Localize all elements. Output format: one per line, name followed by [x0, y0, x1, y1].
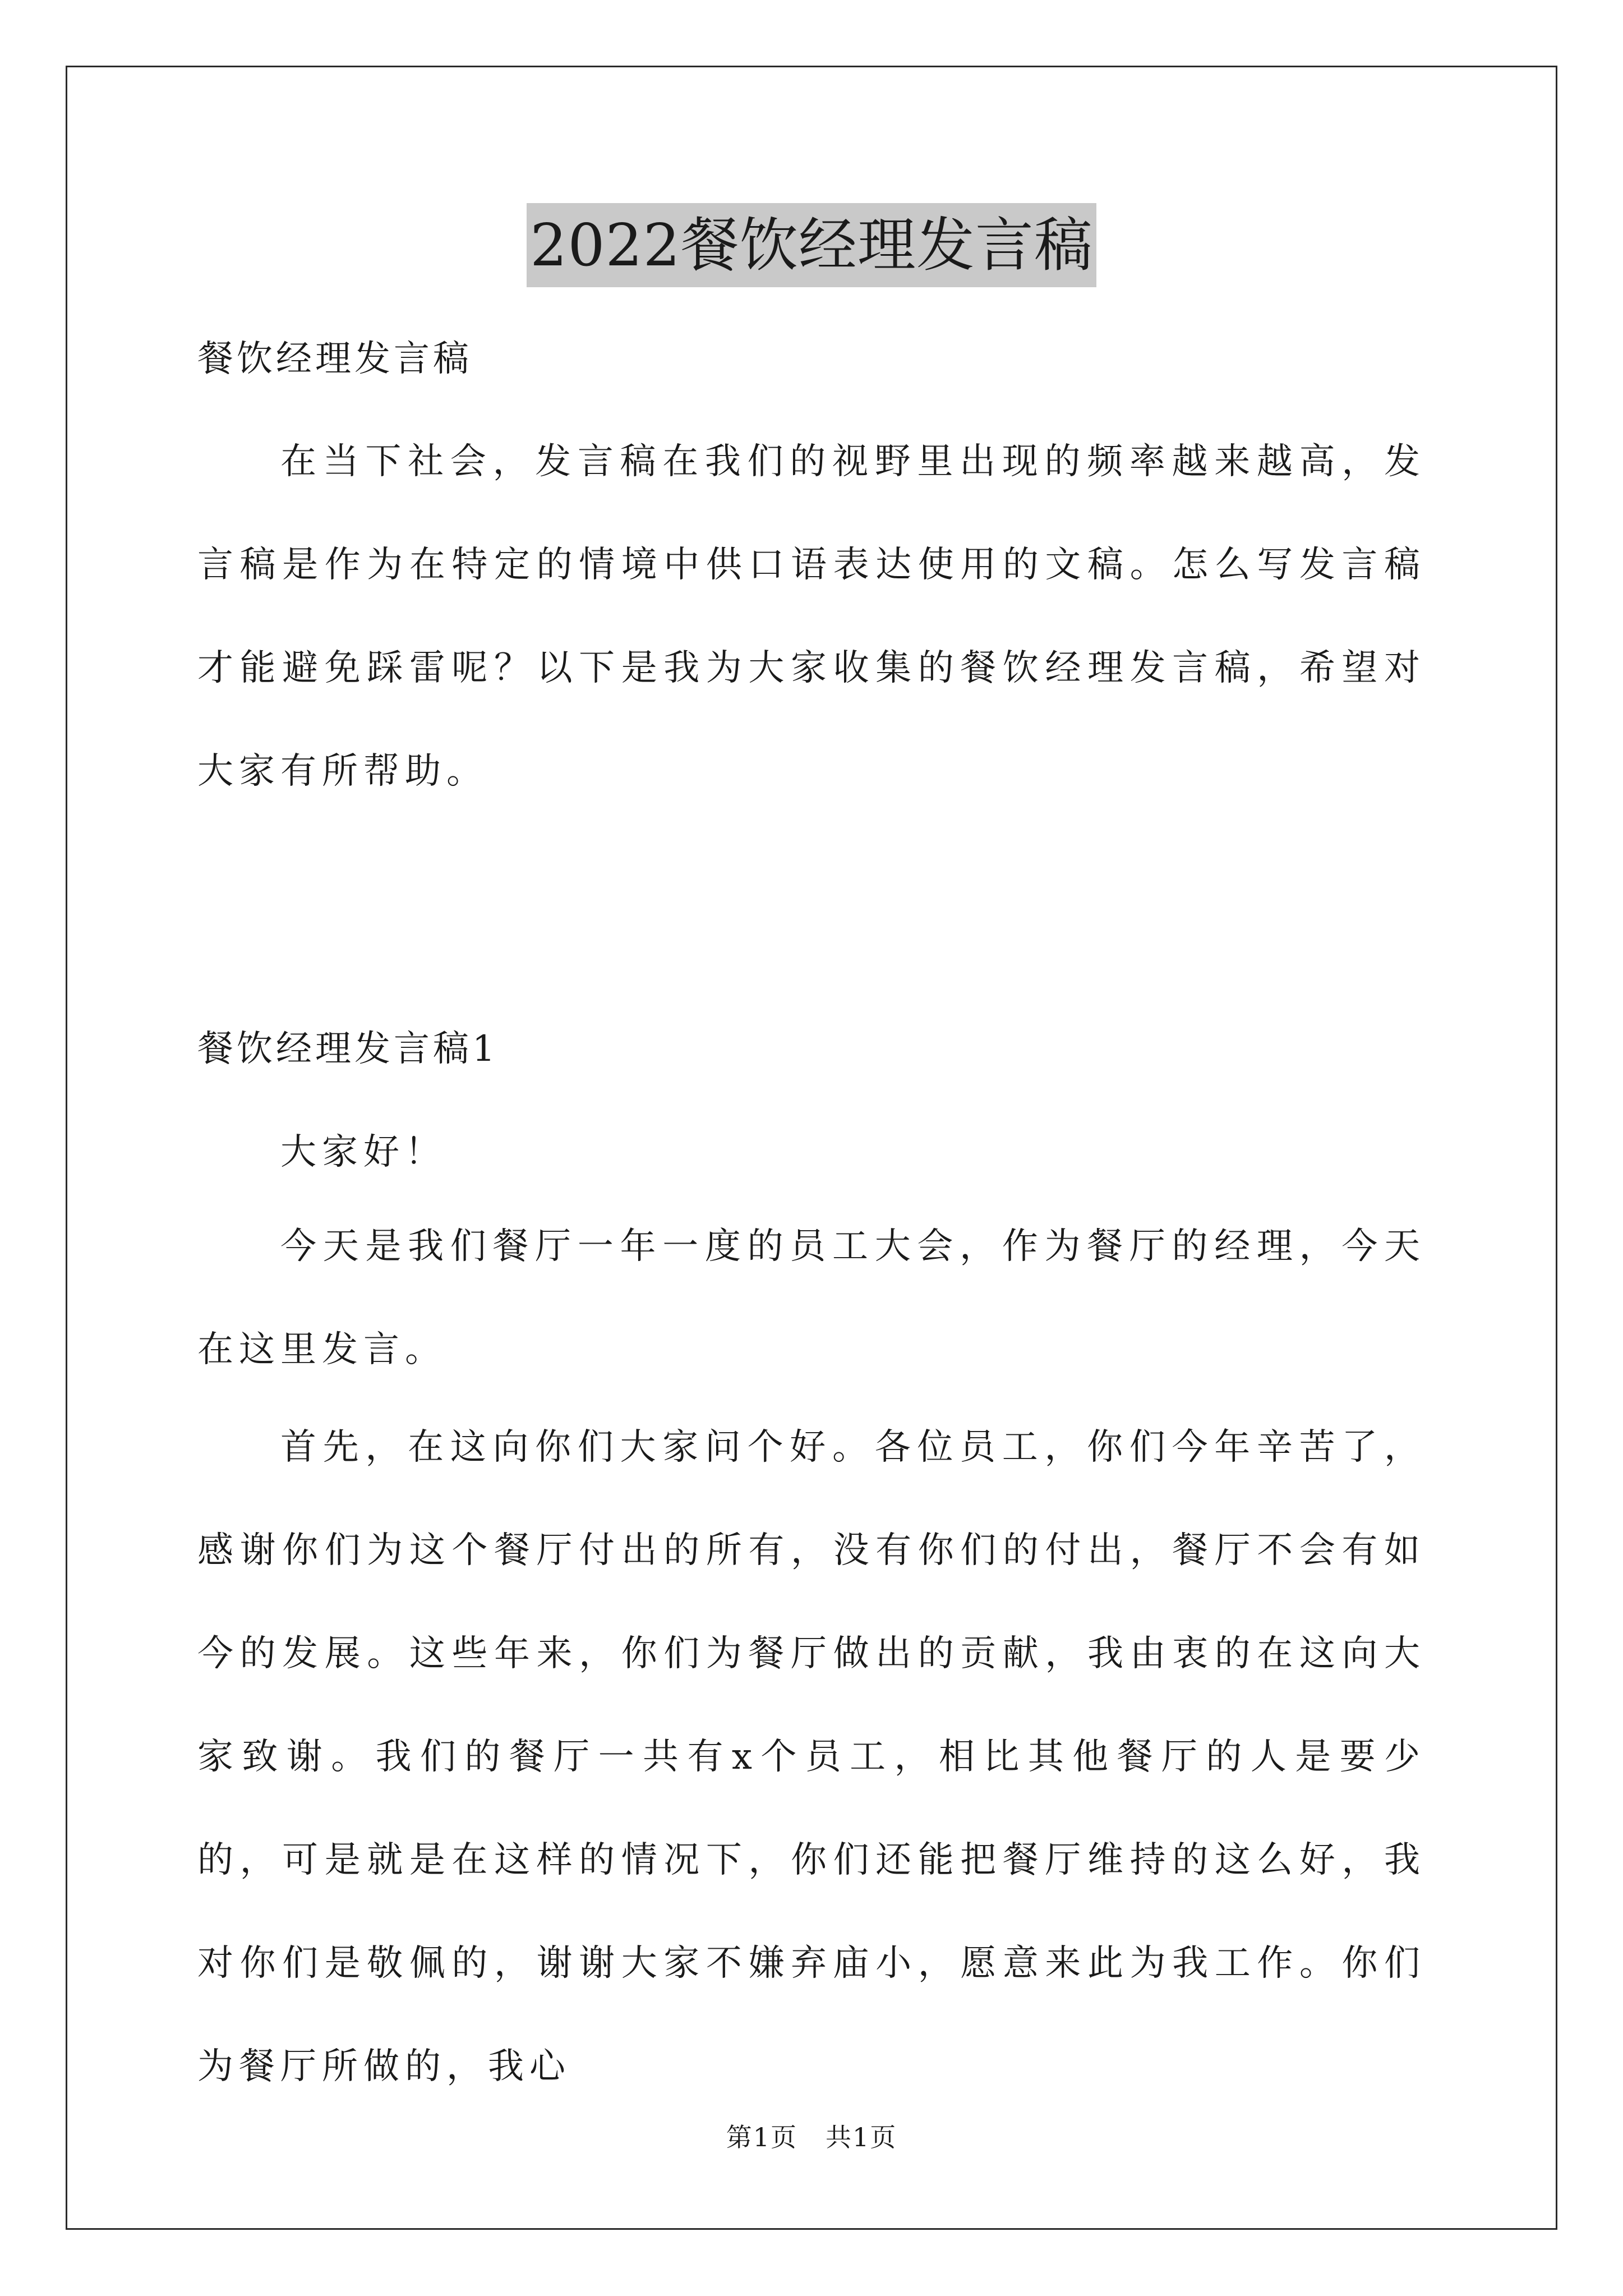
intro-paragraph: 在当下社会，发言稿在我们的视野里出现的频率越来越高，发言稿是作为在特定的情境中供口语表达使用的文稿。怎么写发言稿才能避免踩雷呢？以下是我为大家收集的餐饮经理发言稿，希望对大家有所帮助。: [197, 441, 1426, 792]
paragraph-1: 今天是我们餐厅一年一度的员工大会，作为餐厅的经理，今天在这里发言。: [197, 1226, 1426, 1370]
section-heading: 餐饮经理发言稿1: [197, 1028, 499, 1070]
title-container: [0, 203, 1623, 287]
footer-page-number: 第1页: [726, 2122, 797, 2152]
intro-heading: 餐饮经理发言稿: [197, 338, 472, 380]
footer-total-pages: 共1页: [826, 2122, 897, 2152]
page-footer: [0, 2120, 1623, 2154]
greeting-line: 大家好！: [280, 1131, 446, 1173]
paragraph-2: 首先，在这向你们大家问个好。各位员工，你们今年辛苦了，感谢你们为这个餐厅付出的所有，没有你们的付出，餐厅不会有如今的发展。这些年来，你们为餐厅做出的贡献，我由衷的在这向大家致谢。我们的餐厅一共有x个员工，相比其他餐厅的人是要少的，可是就是在这样的情况下，你们还能把餐厅维持的这么好，我对你们是敬佩的，谢谢大家不嫌弃庙小，愿意来此为我工作。你们为餐厅所做的，我心: [197, 1427, 1426, 2087]
document-title: 2022餐饮经理发言稿: [527, 203, 1096, 287]
